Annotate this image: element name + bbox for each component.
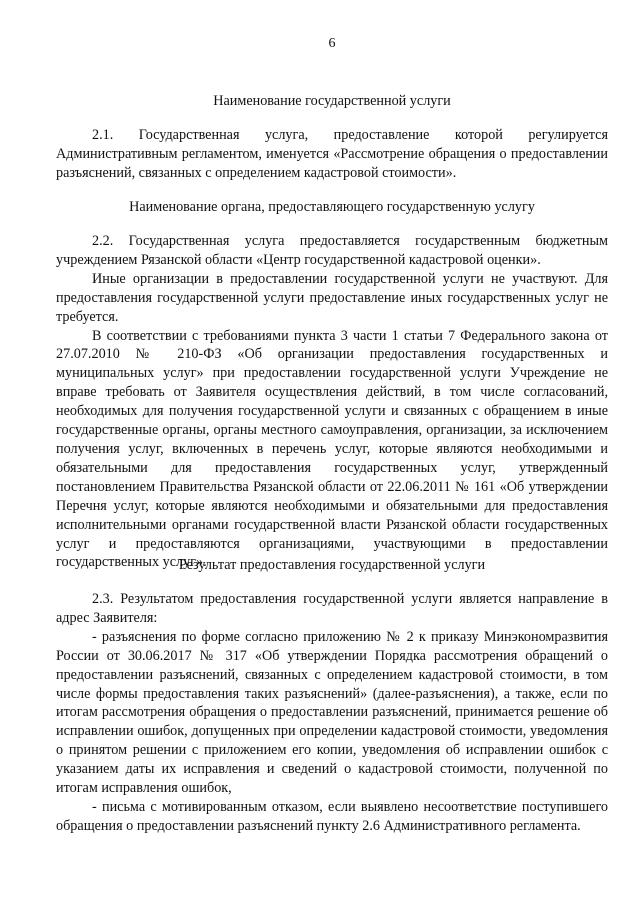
section-heading-authority: Наименование органа, предоставляющего государственную услугу: [129, 199, 535, 215]
section-body-authority: [56, 232, 608, 572]
page-number: 6: [328, 36, 336, 51]
list-item-explanations: - разъяснения по форме согласно приложению № 2 к приказу Минэкономразвития России от 30.06.2017 № 317 «Об утверждении Порядка рассмотрения обращений о предоставлении разъяснений, связанных с определением кадастровой стоимости, в том числе формы предоставления таких разъяснений» (далее-разъяснения), а также, если по итогам рассмотрения обращения о предоставлении разъяснений, принимается решение об исправлении ошибок, допущенных при определении кадастровой стоимости, уведомления о принятом решении с приложением его копии, уведомления об исправлении ошибок с указанием даты их исправления и сведений о кадастровой стоимости, полученной по итогам исправления ошибок,: [56, 628, 608, 797]
section-heading-result: Результат предоставления государственной услуги: [178, 557, 486, 573]
section-body-service-name: [56, 126, 608, 183]
paragraph-2-1: 2.1. Государственная услуга, предоставление которой регулируется Административным регламентом, именуется «Рассмотрение обращения о предоставлении разъяснений, связанных с определением кадастровой стоимости».: [56, 127, 608, 181]
list-item-refusal-letter: - письма с мотивированным отказом, если выявлено несоответствие поступившего обращения о предоставлении разъяснений пункту 2.6 Административного регламента.: [56, 798, 608, 834]
paragraph-2-2: 2.2. Государственная услуга предоставляется государственным бюджетным учреждением Рязанской области «Центр государственной кадастровой оценки».: [56, 233, 608, 268]
section-heading-service-name: Наименование государственной услуги: [213, 93, 451, 109]
paragraph-2-3: 2.3. Результатом предоставления государственной услуги является направление в адрес Заявителя:: [56, 591, 608, 626]
paragraph-other-organizations: Иные организации в предоставлении государственной услуги не участвуют. Для предоставления государственной услуги предоставление иных государственных услуг не требуется.: [56, 270, 608, 325]
section-body-result: [56, 590, 608, 836]
paragraph-requirements: В соответствии с требованиями пункта 3 части 1 статьи 7 Федерального закона от 27.07.2010 № 210-ФЗ «Об организации предоставления государственных и муниципальных услуг» при предоставлении государственной услуги Учреждение не вправе требовать от Заявителя осуществления действий, в том числе согласований, необходимых для получения государственной услуги и связанных с обращением в иные государственные органы, органы местного самоуправления, организации, за исключением получения услуг, включенных в перечень услуг, которые являются необходимыми и обязательными для предоставления государственных услуг, утвержденный постановлением Правительства Рязанской области от 22.06.2011 № 161 «Об утверждении Перечня услуг, которые являются необходимыми и обязательными для предоставления исполнительными органами государственной власти Рязанской области государственных услуг и предоставляются организациями, участвующими в предоставлении государственных услуг».: [56, 327, 608, 571]
